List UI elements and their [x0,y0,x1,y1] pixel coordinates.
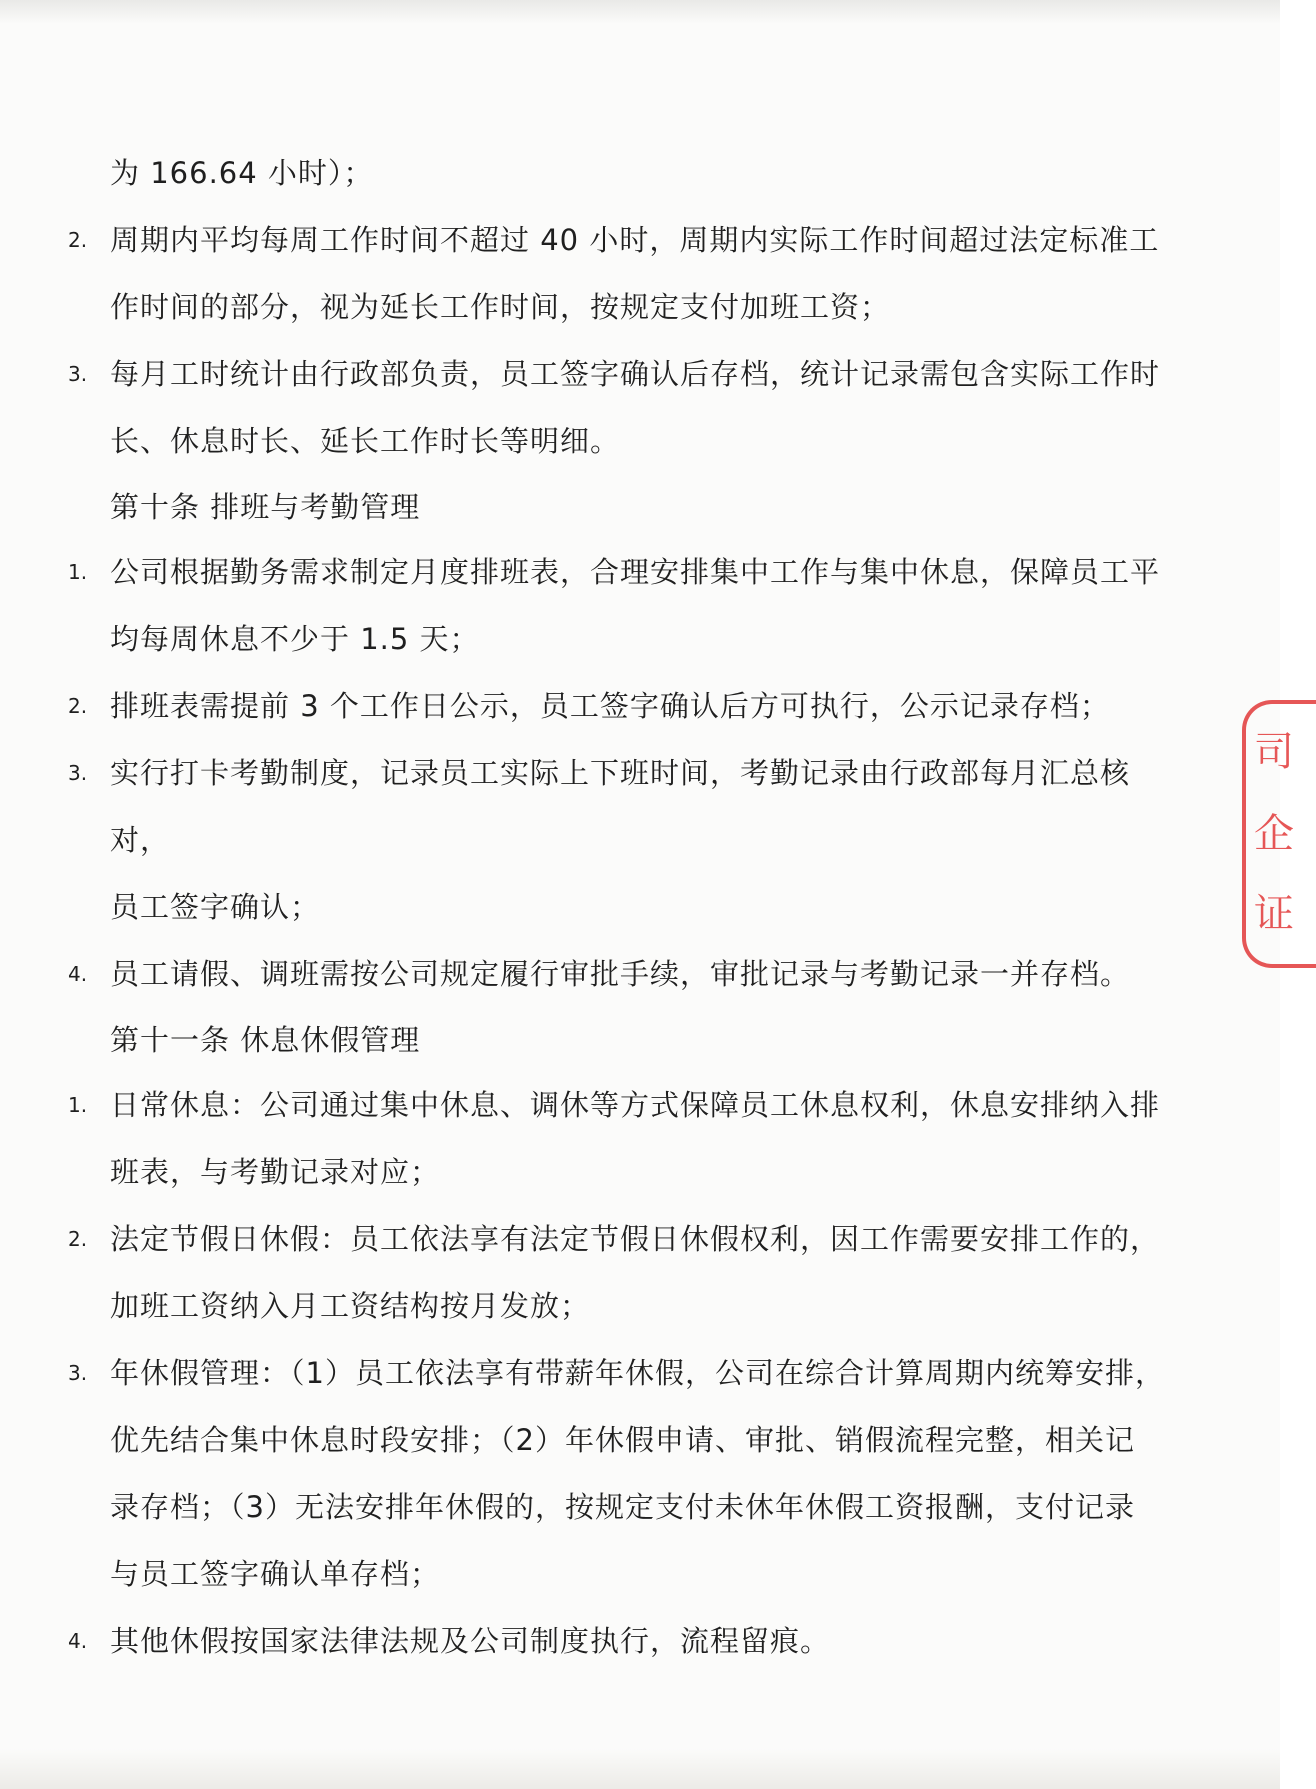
item-number: 4. [68,1629,88,1653]
paragraph-continuation [60,874,1180,941]
item-number: 3. [68,1361,88,1385]
article-heading [60,475,1180,539]
paragraph-text: 均每周休息不少于 1.5 天； [110,622,480,656]
article-heading [60,1008,1180,1072]
item-text: 法定节假日休假：员工依法享有法定节假日休假权利，因工作需要安排工作的， [110,1222,1161,1256]
paragraph-continuation [60,274,1180,341]
paragraph-text: 与员工签字确认单存档； [110,1557,441,1591]
company-seal-stamp [1242,700,1316,968]
heading-text: 第十条 排班与考勤管理 [110,490,421,524]
list-item [60,941,1180,1008]
paragraph-continuation [60,1273,1180,1340]
list-item [60,341,1180,408]
document-body [60,140,1180,1675]
list-item [60,207,1180,274]
seal-char: 企 [1254,811,1294,857]
list-item [60,1072,1180,1139]
paragraph-continuation [60,606,1180,673]
list-item [60,673,1180,740]
item-text: 日常休息：公司通过集中休息、调休等方式保障员工休息权利，休息安排纳入排 [110,1088,1161,1122]
paragraph-text: 长、休息时长、延长工作时长等明细。 [110,424,621,458]
list-item [60,1608,1180,1675]
item-number: 1. [68,560,88,584]
paragraph-text: 录存档；（3）无法安排年休假的，按规定支付未休年休假工资报酬，支付记录 [110,1490,1135,1524]
item-text: 员工请假、调班需按公司规定履行审批手续，审批记录与考勤记录一并存档。 [110,957,1131,991]
item-text: 排班表需提前 3 个工作日公示，员工签字确认后方可执行，公示记录存档； [110,689,1110,723]
list-item [60,1206,1180,1273]
list-item [60,740,1180,874]
item-number: 3. [68,362,88,386]
item-text: 年休假管理：（1）员工依法享有带薪年休假，公司在综合计算周期内统筹安排， [110,1356,1165,1390]
paragraph-continuation [60,1474,1180,1541]
item-number: 2. [68,1227,88,1251]
item-number: 3. [68,761,88,785]
list-item [60,539,1180,606]
paragraph-continuation [60,1407,1180,1474]
paragraph-text: 优先结合集中休息时段安排；（2）年休假申请、审批、销假流程完整，相关记 [110,1423,1135,1457]
paragraph-continuation [60,1139,1180,1206]
item-text: 实行打卡考勤制度，记录员工实际上下班时间，考勤记录由行政部每月汇总核对， [110,756,1131,857]
item-number: 4. [68,962,88,986]
item-text: 公司根据勤务需求制定月度排班表，合理安排集中工作与集中休息，保障员工平 [110,555,1161,589]
paragraph-continuation [60,408,1180,475]
paragraph-continuation [60,140,1180,207]
item-text: 周期内平均每周工作时间不超过 40 小时，周期内实际工作时间超过法定标准工 [110,223,1160,257]
item-number: 1. [68,1093,88,1117]
paragraph-text: 加班工资纳入月工资结构按月发放； [110,1289,591,1323]
paragraph-text: 班表，与考勤记录对应； [110,1155,441,1189]
seal-char: 证 [1254,891,1294,937]
list-item [60,1340,1180,1407]
item-text: 每月工时统计由行政部负责，员工签字确认后存档，统计记录需包含实际工作时 [110,357,1161,391]
item-text: 其他休假按国家法律法规及公司制度执行，流程留痕。 [110,1624,831,1658]
paragraph-text: 员工签字确认； [110,890,321,924]
paragraph-continuation [60,1541,1180,1608]
paragraph-text: 为 166.64 小时）； [110,156,374,190]
heading-text: 第十一条 休息休假管理 [110,1023,421,1057]
item-number: 2. [68,228,88,252]
paragraph-text: 作时间的部分，视为延长工作时间，按规定支付加班工资； [110,290,891,324]
item-number: 2. [68,694,88,718]
seal-char: 司 [1254,729,1294,775]
